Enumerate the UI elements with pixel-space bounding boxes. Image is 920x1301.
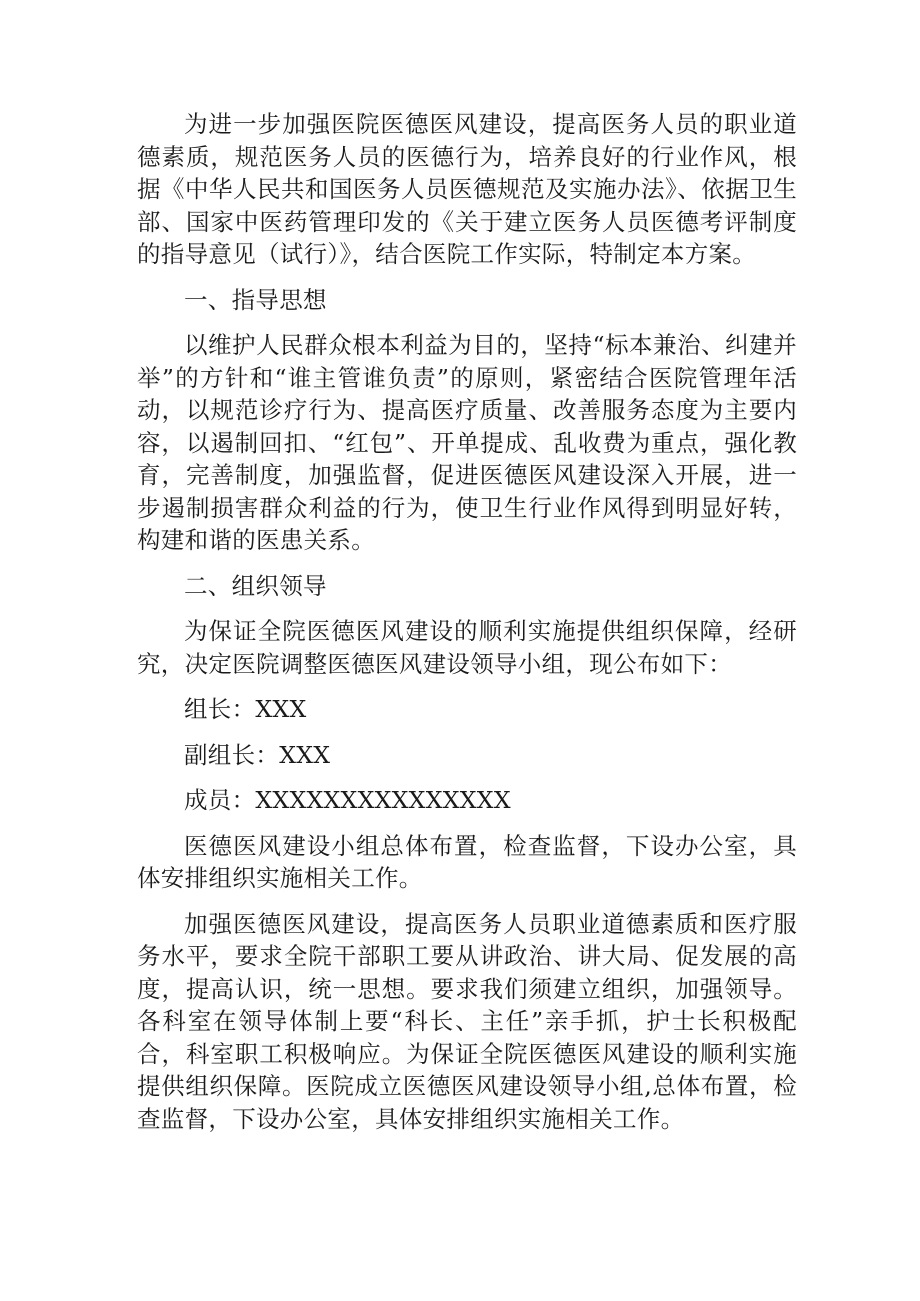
closing-paragraph: 加强医德医风建设，提高医务人员职业道德素质和医疗服务水平，要求全院干部职工要从讲政治、讲大局、促发展的高度，提高认识，统一思想。要求我们须建立组织，加强领导。各科室在领导体制上要“科长、主任”亲手抓，护士长积极配合，科室职工积极响应。为保证全院医德医风建设的顺利实施提供组织保障。医院成立医德医风建设领导小组,总体布置，检查监督，下设办公室，具体安排组织实施相关工作。 bbox=[137, 909, 797, 1133]
intro-paragraph: 为进一步加强医院医德医风建设，提高医务人员的职业道德素质，规范医务人员的医德行为，培养良好的行业作风，根据《中华人民共和国医务人员医德规范及实施办法》、依据卫生部、国家中医药管理印发的《关于建立医务人员医德考评制度的指导意见（试行）》，结合医院工作实际，特制定本方案。 bbox=[137, 110, 797, 268]
group-duty-paragraph: 医德医风建设小组总体布置，检查监督，下设办公室，具体安排组织实施相关工作。 bbox=[137, 831, 797, 892]
members-line: 成员：XXXXXXXXXXXXXXX bbox=[184, 786, 511, 814]
section-heading-organization: 二、组织领导 bbox=[184, 571, 327, 600]
document-page bbox=[137, 108, 797, 1148]
deputy-leader-line: 副组长：XXX bbox=[184, 740, 331, 769]
organization-paragraph: 为保证全院医德医风建设的顺利实施提供组织保障，经研究，决定医院调整医德医风建设领导小组，现公布如下： bbox=[137, 617, 797, 678]
leader-line: 组长：XXX bbox=[184, 695, 307, 723]
guiding-ideology-paragraph: 以维护人民群众根本利益为目的，坚持“标本兼治、纠建并举”的方针和“谁主管谁负责”的原则，紧密结合医院管理年活动，以规范诊疗行为、提高医疗质量、改善服务态度为主要内容，以遏制回扣、“红包”、开单提成、乱收费为重点，强化教育，完善制度，加强监督，促进医德医风建设深入开展，进一步遏制损害群众利益的行为，使卫生行业作风得到明显好转，构建和谐的医患关系。 bbox=[137, 331, 797, 554]
section-heading-guiding-ideology: 一、指导思想 bbox=[184, 285, 327, 314]
